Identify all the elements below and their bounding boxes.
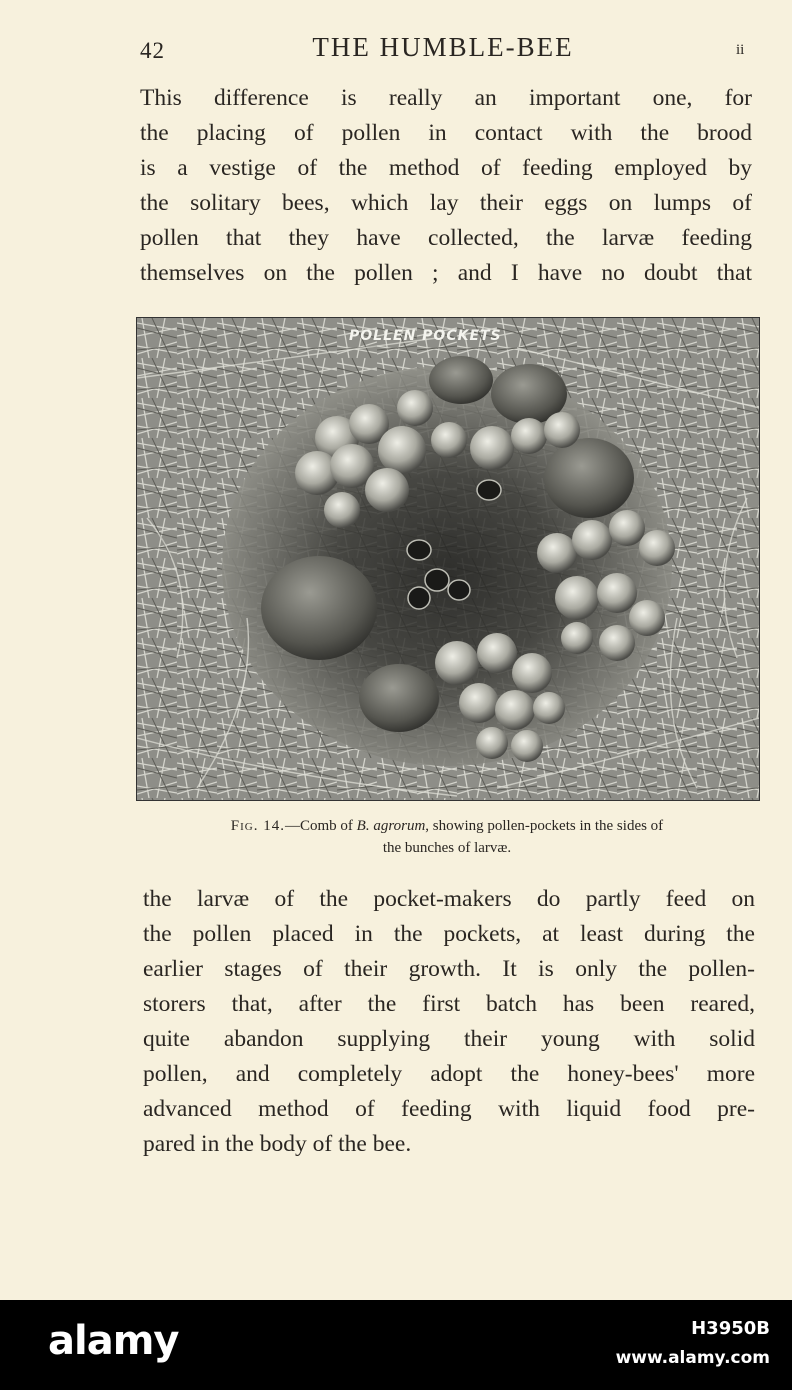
caption-text: —Comb of	[285, 818, 357, 834]
text-line: the larvæ of the pocket-makers do partly feed on	[143, 886, 755, 912]
image-id: H3950B	[691, 1318, 770, 1339]
text-line: pollen, and completely adopt the honey-bees' more	[143, 1061, 755, 1087]
signature-mark: ii	[736, 42, 745, 58]
plate-label: POLLEN POCKETS	[349, 328, 502, 344]
text-line: pared in the body of the bee.	[143, 1131, 412, 1157]
species-name: B. agrorum	[356, 818, 426, 834]
caption-text: , showing pollen-pockets in the sides of	[425, 818, 664, 834]
text-line: the placing of pollen in contact with the brood	[140, 120, 752, 146]
text-line: quite abandon supplying their young with solid	[143, 1026, 755, 1052]
text-line: the pollen placed in the pockets, at least during the	[143, 921, 755, 947]
figure-photograph	[136, 317, 760, 801]
text-line: storers that, after the first batch has been reared,	[143, 991, 755, 1017]
text-line: pollen that they have collected, the larvæ feeding	[140, 225, 752, 251]
text-line: is a vestige of the method of feeding employed by	[140, 155, 752, 181]
running-head	[0, 30, 792, 66]
text-line: themselves on the pollen ; and I have no doubt that	[140, 260, 752, 286]
watermark-footer	[0, 1300, 792, 1390]
page-number: 42	[140, 38, 165, 63]
text-line: earlier stages of their growth. It is only the pollen-	[143, 956, 755, 982]
caption-text: the bunches of larvæ.	[382, 840, 512, 856]
paragraph-2	[143, 882, 755, 1162]
text-line: the solitary bees, which lay their eggs on lumps of	[140, 190, 752, 216]
text-line: advanced method of feeding with liquid food pre-	[143, 1096, 755, 1122]
running-title: THE HUMBLE-BEE	[312, 32, 574, 62]
alamy-logo: alamy	[48, 1318, 179, 1364]
figure-caption	[150, 815, 744, 859]
site-url: www.alamy.com	[615, 1348, 770, 1368]
comb-photo-illustration	[137, 318, 759, 800]
text-line: This difference is really an important one, for	[140, 85, 752, 111]
figure-number: Fig. 14.	[230, 818, 285, 834]
paragraph-1	[140, 81, 752, 291]
